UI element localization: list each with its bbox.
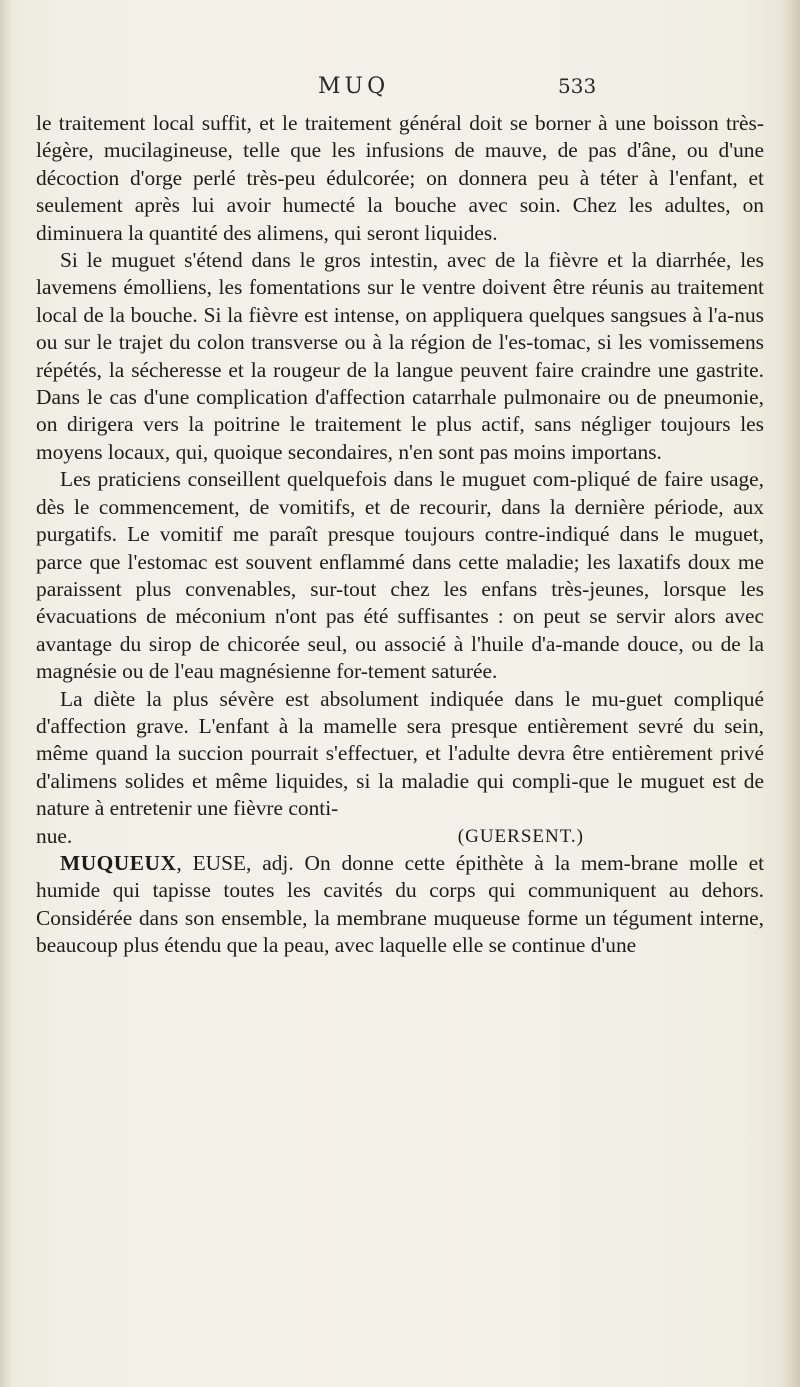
closing-word: nue. [36,823,73,848]
dictionary-entry [36,850,764,960]
closing-line [36,823,764,850]
entry-comma: , [176,850,193,875]
paragraph-3: Les praticiens conseillent quelquefois dans le muguet com-pliqué de faire usage, dès le commencement, de vomitifs, et de recourir, dans la dernière période, aux purgatifs. Le vomitif me paraît presque toujours contre-indiqué dans le muguet, parce que l'estomac est souvent enflammé dans cette maladie; les laxatifs doux me paraissent plus convenables, sur-tout chez les enfans très-jeunes, lorsque les évacuations de méconium n'ont pas été suffisantes : on peut se servir alors avec avantage du sirop de chicorée seul, ou associé à l'huile d'a-mande douce, ou de la magnésie ou de l'eau magnésienne for-tement saturée. [36,467,764,684]
page-gutter-shadow [0,0,12,1387]
paragraph-4: La diète la plus sévère est absolument indiquée dans le mu-guet compliqué d'affection grave. L'enfant à la mamelle sera presque entièrement sevré du sein, même quand la succion pourrait s'effectuer, et l'adulte devra être entièrement privé d'alimens solides et même liquides, si la maladie qui compli-que le muguet est de nature à entretenir une fièvre conti- [36,686,764,821]
entry-headword: MUQUEUX [60,850,177,875]
body-text [36,110,764,960]
paragraph-1: le traitement local suffit, et le traitement général doit se borner à une boisson très-légère, mucilagineuse, telle que les infusions de mauve, de pas d'âne, ou d'une décoction d'orge perlé très-peu édulcorée; on donnera peu à téter à l'enfant, et seulement après lui avoir humecté la bouche avec soin. Chez les adultes, on diminuera la quantité des alimens, qui seront liquides. [36,111,764,245]
author-signature: (GUERSENT.) [457,825,584,847]
page-edge-shadow [782,0,800,1387]
entry-gender: EUSE [192,850,247,875]
running-head: MUQ [318,74,390,99]
page-number: 533 [558,74,597,98]
page-header [0,74,800,104]
paragraph-2: Si le muguet s'étend dans le gros intestin, avec de la fièvre et la diarrhée, les lavemens émolliens, les fomentations sur le ventre doivent être réunis au traitement local de la bouche. Si la fièvre est intense, on appliquera quelques sangsues à l'a-nus ou sur le trajet du colon transverse ou à la région de l'es-tomac, si les vomissemens répétés, la sécheresse et la rougeur de la langue peuvent faire craindre une gastrite. Dans le cas d'une complication d'affection catarrhale pulmonaire ou de pneumonie, on dirigera vers la poitrine le traitement le plus actif, sans négliger toujours les moyens locaux, qui, quoique secondaires, n'en sont pas moins importans. [36,248,764,464]
entry-text: On donne cette épithète à la mem-brane molle et humide qui tapisse toutes les cavités du corps qui communiquent au dehors. Considérée dans son ensemble, la membrane muqueuse forme un tégument interne, beaucoup plus étendu que la peau, avec laquelle elle se continue d'une [36,850,765,958]
entry-pos: , adj. [246,850,294,875]
